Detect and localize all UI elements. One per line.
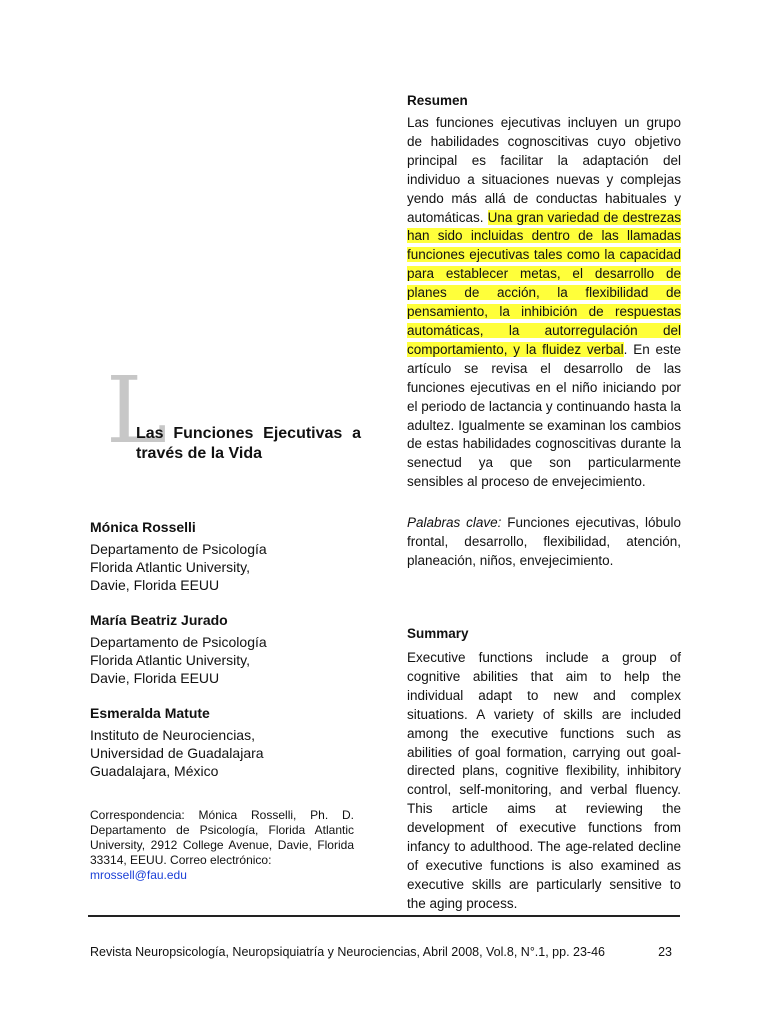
journal-citation: Revista Neuropsicología, Neuropsiquiatría y Neurociencias, Abril 2008, Vol.8, N°.1, pp. 23-46: [90, 945, 606, 959]
author-name: María Beatriz Jurado: [90, 612, 228, 628]
footer-rule: [88, 915, 680, 917]
resumen-text-part2: . En este artículo se revisa el desarrollo de las funciones ejecutivas en el niño iniciando por el periodo de lactancia y continuando hasta la adultez. Igualmente se examinan los cambios de estas habilidades cognoscitivas durante la senectud ya que son particularmente sensibles al proceso de envejecimiento.: [407, 341, 681, 490]
drop-cap-letter: L: [106, 357, 168, 464]
affiliation-line: Florida Atlantic University,: [90, 652, 251, 668]
resumen-heading: Resumen: [407, 93, 468, 108]
affiliation-line: Universidad de Guadalajara: [90, 745, 264, 761]
author-block: [90, 704, 264, 780]
affiliation-line: Davie, Florida EEUU: [90, 670, 220, 686]
resumen-text: [407, 114, 681, 492]
affiliation-line: Instituto de Neurociencias,: [90, 727, 255, 743]
affiliation-line: Guadalajara, México: [90, 763, 219, 779]
page-footer: [90, 945, 672, 959]
author-block: [90, 611, 267, 687]
affiliation-line: Florida Atlantic University,: [90, 559, 251, 575]
summary-heading: Summary: [407, 626, 469, 641]
summary-text: Executive functions include a group of cognitive abilities that aim to help the individual adapt to new and complex situations. A variety of skills are included among the executive functions such as abilities of goal formation, carrying out goal-directed plans, cognitive flexibility, inhibitory control, self-monitoring, and verbal fluency. This article aims at reviewing the development of executive functions from infancy to adulthood. The age-related decline of executive functions is also examined as executive skills are particularly sensitive to the aging process.: [407, 650, 681, 911]
keywords: [407, 514, 681, 571]
resumen-text-part1: Las funciones ejecutivas incluyen un grupo de habilidades cognoscitivas cuyo objetivo principal es facilitar la adaptación del individuo a situaciones nuevas y complejas yendo más allá de conductas habituales y automáticas.: [407, 115, 681, 225]
author-name: Esmeralda Matute: [90, 705, 210, 721]
resumen-highlighted-text: Una gran variedad de destrezas han sido incluidas dentro de las llamadas funciones ejecutivas tales como la capacidad para establecer metas, el desarrollo de planes de acción, la flexibilidad de pensamiento, la inhibición de respuestas automáticas, la autorregulación del comportamiento, y la fluidez verbal: [407, 209, 681, 357]
email-link[interactable]: mrossell@fau.edu: [90, 868, 187, 882]
author-name: Mónica Rosselli: [90, 519, 196, 535]
correspondence: [90, 808, 354, 883]
affiliation-line: Departamento de Psicología: [90, 541, 267, 557]
affiliation-line: Departamento de Psicología: [90, 634, 267, 650]
author-block: [90, 518, 267, 594]
correspondence-text: Correspondencia: Mónica Rosselli, Ph. D. Departamento de Psicología, Florida Atlantic University, 2912 College Avenue, Davie, Florida 33314, EEUU. Correo electrónico:: [90, 808, 354, 867]
affiliation-line: Davie, Florida EEUU: [90, 577, 220, 593]
keywords-list: Funciones ejecutivas, lóbulo frontal, desarrollo, flexibilidad, atención, planeación, niños, envejecimiento.: [407, 515, 681, 568]
keywords-label: Palabras clave:: [407, 515, 502, 530]
article-title: Las Funciones Ejecutivas a través de la Vida: [136, 425, 361, 462]
page-number: 23: [658, 945, 672, 959]
